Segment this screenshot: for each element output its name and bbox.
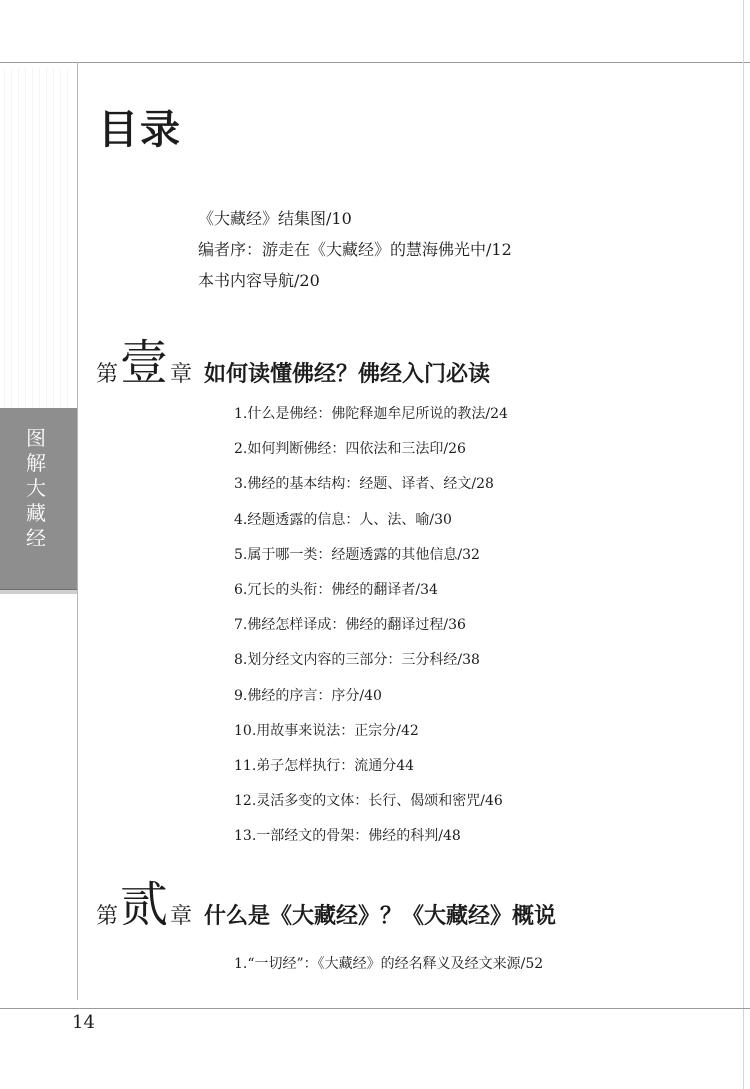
right-border (743, 0, 744, 1089)
front-matter-item[interactable]: 《大藏经》结集图/10 (198, 209, 352, 228)
toc-entry[interactable]: 1.什么是佛经：佛陀释迦牟尼所说的教法/24 (234, 406, 508, 422)
toc-entry[interactable]: 4.经题透露的信息：人、法、喻/30 (234, 511, 452, 528)
chapter-1-entries (234, 397, 508, 855)
toc-entry[interactable]: 7.佛经怎样译成：佛经的翻译过程/36 (234, 617, 466, 634)
chapter-title[interactable]: 什么是《大藏经》？《大藏经》概说 (204, 904, 557, 929)
chapter-suffix: 章 (170, 904, 193, 929)
side-tab-char: 解 (26, 451, 46, 475)
toc-entry[interactable]: 12.灵活多变的文体：长行、偈颂和密咒/46 (234, 793, 503, 810)
chapter-numeral: 贰 (120, 877, 169, 933)
chapter-2-entries (234, 947, 543, 982)
chapter-suffix: 章 (170, 362, 193, 387)
margin-line (77, 62, 78, 1000)
toc-entry[interactable]: 6.冗长的头衔：佛经的翻译者/34 (234, 582, 438, 599)
chapter-prefix: 第 (96, 362, 119, 387)
toc-entry[interactable]: 13.一部经文的骨架：佛经的科判/48 (234, 828, 461, 845)
side-tab-text (14, 426, 58, 566)
chapter-numeral: 壹 (120, 335, 169, 391)
margin-texture (4, 68, 68, 408)
front-matter-item[interactable]: 编者序：游走在《大藏经》的慧海佛光中/12 (198, 240, 512, 259)
toc-entry[interactable]: 5.属于哪一类：经题透露的其他信息/32 (234, 546, 480, 563)
front-matter-item[interactable]: 本书内容导航/20 (198, 271, 320, 290)
toc-entry[interactable]: 10.用故事来说法：正宗分/42 (234, 722, 419, 739)
chapter-title[interactable]: 如何读懂佛经？佛经入门必读 (204, 362, 491, 387)
bottom-rule (0, 1008, 750, 1009)
page-title: 目录 (98, 107, 182, 153)
front-matter-list (198, 203, 512, 296)
chapter-heading-1 (96, 336, 490, 390)
toc-entry[interactable]: 8.划分经文内容的三部分：三分科经/38 (234, 652, 480, 669)
side-tab-char: 图 (26, 426, 46, 450)
page-number: 14 (72, 1012, 95, 1033)
side-tab-shadow (0, 590, 77, 594)
toc-entry[interactable]: 11.弟子怎样执行：流通分44 (234, 758, 415, 775)
toc-entry[interactable]: 9.佛经的序言：序分/40 (234, 687, 382, 704)
toc-entry[interactable]: 2.如何判断佛经：四依法和三法印/26 (234, 441, 466, 458)
side-tab (0, 408, 77, 590)
toc-entry[interactable]: 3.佛经的基本结构：经题、译者、经文/28 (234, 476, 494, 493)
side-tab-char: 大 (26, 476, 46, 500)
top-rule (0, 62, 750, 63)
chapter-prefix: 第 (96, 904, 119, 929)
toc-entry[interactable]: 1.“一切经”：《大藏经》的经名释义及经文来源/52 (234, 956, 544, 972)
side-tab-char: 藏 (26, 501, 46, 525)
chapter-heading-2 (96, 878, 556, 932)
side-tab-char: 经 (26, 526, 46, 550)
